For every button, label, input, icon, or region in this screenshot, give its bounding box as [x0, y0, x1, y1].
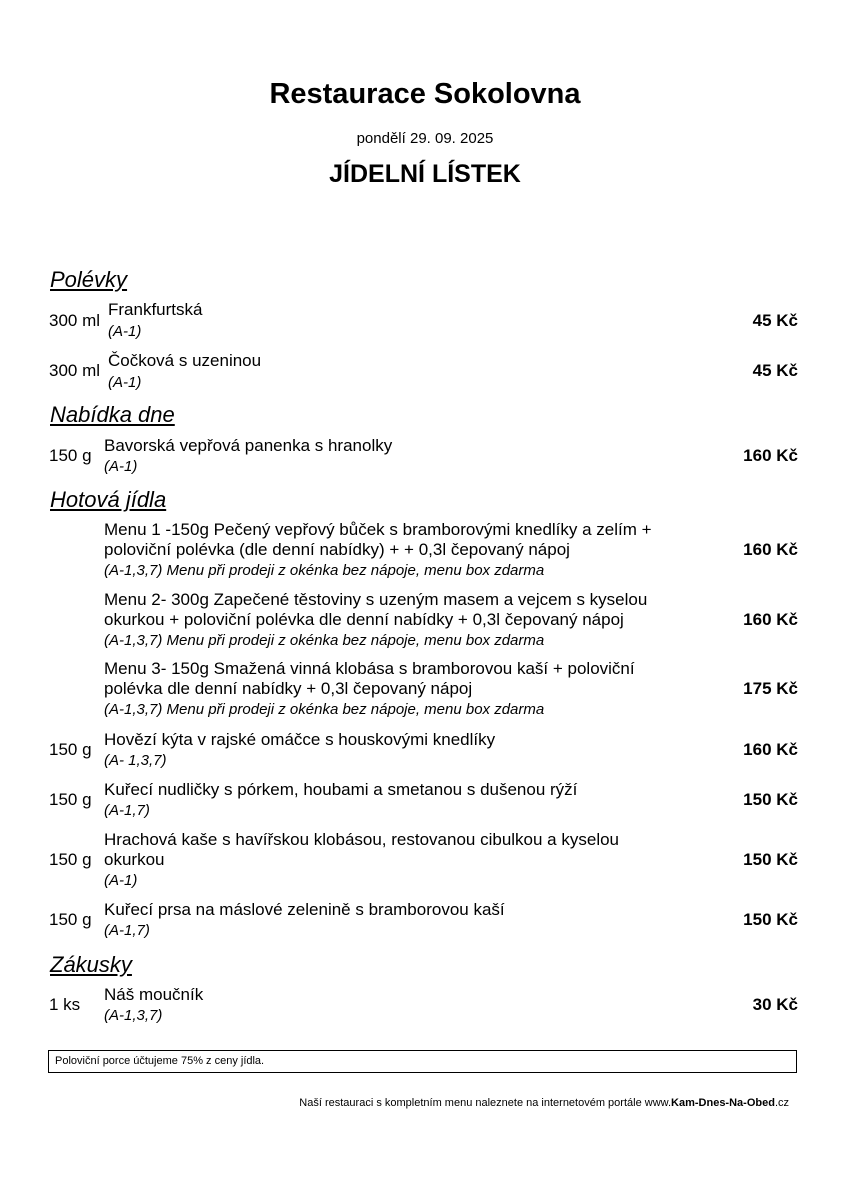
item-quantity: 300 ml [49, 361, 101, 380]
item-allergens: (A-1) [108, 374, 142, 391]
item-allergens: (A-1,3,7) Menu při prodeji z okénka bez nápoje, menu box zdarma [104, 632, 545, 649]
item-allergens: (A-1,3,7) Menu při prodeji z okénka bez nápoje, menu box zdarma [104, 562, 545, 579]
item-price: 150 Kč [743, 790, 798, 809]
item-quantity: 300 ml [49, 311, 101, 330]
item-price: 45 Kč [752, 361, 798, 380]
item-allergens: (A-1) [104, 458, 138, 475]
item-allergens: (A-1,3,7) Menu při prodeji z okénka bez nápoje, menu box zdarma [104, 701, 545, 718]
item-allergens: (A-1) [104, 872, 138, 889]
footer-portal-link[interactable]: Kam-Dnes-Na-Obed [671, 1097, 775, 1109]
item-name-line1: Menu 3- 150g Smažená vinná klobása s bramborovou kaší + poloviční [104, 659, 635, 678]
item-name: Kuřecí prsa na máslové zelenině s bramborovou kaší [104, 900, 505, 919]
footer-text: Naší restauraci s kompletním menu naleznete na internetovém portále www. [299, 1097, 672, 1109]
item-price: 45 Kč [752, 311, 798, 330]
category-daily-offer: Nabídka dne [50, 402, 175, 427]
item-name: Hovězí kýta v rajské omáčce s houskovými knedlíky [104, 730, 496, 749]
item-name-line1: Menu 1 -150g Pečený vepřový bůček s bramborovými knedlíky a zelím + [104, 520, 652, 539]
item-name-line1: Hrachová kaše s havířskou klobásou, restovanou cibulkou a kyselou [104, 830, 620, 849]
item-price: 30 Kč [752, 995, 798, 1014]
category-desserts: Zákusky [50, 952, 132, 977]
item-name: Čočková s uzeninou [108, 351, 262, 370]
item-name-line2: polévka dle denní nabídky + 0,3l čepovaný nápoj [104, 679, 473, 698]
item-allergens: (A- 1,3,7) [104, 752, 167, 769]
item-quantity: 150 g [49, 740, 92, 759]
item-price: 175 Kč [743, 679, 798, 698]
half-portion-note [48, 1050, 797, 1073]
category-ready-meals: Hotová jídla [50, 487, 167, 512]
item-allergens: (A-1,3,7) [104, 1007, 163, 1024]
item-name-line2: okurkou [104, 850, 165, 869]
item-price: 160 Kč [743, 740, 798, 759]
item-name: Frankfurtská [108, 300, 203, 319]
item-quantity: 150 g [49, 790, 92, 809]
item-price: 160 Kč [743, 446, 798, 465]
item-name: Náš moučník [104, 985, 204, 1004]
item-name-line2: okurkou + poloviční polévka dle denní nabídky + 0,3l čepovaný nápoj [104, 610, 624, 629]
item-price: 150 Kč [743, 850, 798, 869]
item-price: 160 Kč [743, 610, 798, 629]
footer-portal-note [299, 1097, 789, 1109]
item-name: Bavorská vepřová panenka s hranolky [104, 436, 393, 455]
item-allergens: (A-1,7) [104, 922, 150, 939]
item-allergens: (A-1,7) [104, 802, 150, 819]
item-name-line2: poloviční polévka (dle denní nabídky) + + 0,3l čepovaný nápoj [104, 540, 570, 559]
item-price: 150 Kč [743, 910, 798, 929]
item-name-line1: Menu 2- 300g Zapečené těstoviny s uzeným masem a vejcem s kyselou [104, 590, 648, 609]
half-portion-note-text: Poloviční porce účtujeme 75% z ceny jídla. [55, 1055, 265, 1067]
category-soups: Polévky [50, 267, 128, 292]
item-price: 160 Kč [743, 540, 798, 559]
item-quantity: 150 g [49, 446, 92, 465]
restaurant-name: Restaurace Sokolovna [269, 78, 581, 110]
footer-tld: .cz [774, 1097, 789, 1109]
menu-date: pondělí 29. 09. 2025 [356, 130, 494, 147]
item-quantity: 150 g [49, 910, 92, 929]
item-name: Kuřecí nudličky s pórkem, houbami a smetanou s dušenou rýží [104, 780, 578, 799]
item-allergens: (A-1) [108, 323, 142, 340]
menu-title: JÍDELNÍ LÍSTEK [329, 160, 521, 188]
item-quantity: 150 g [49, 850, 92, 869]
item-quantity: 1 ks [49, 995, 81, 1014]
